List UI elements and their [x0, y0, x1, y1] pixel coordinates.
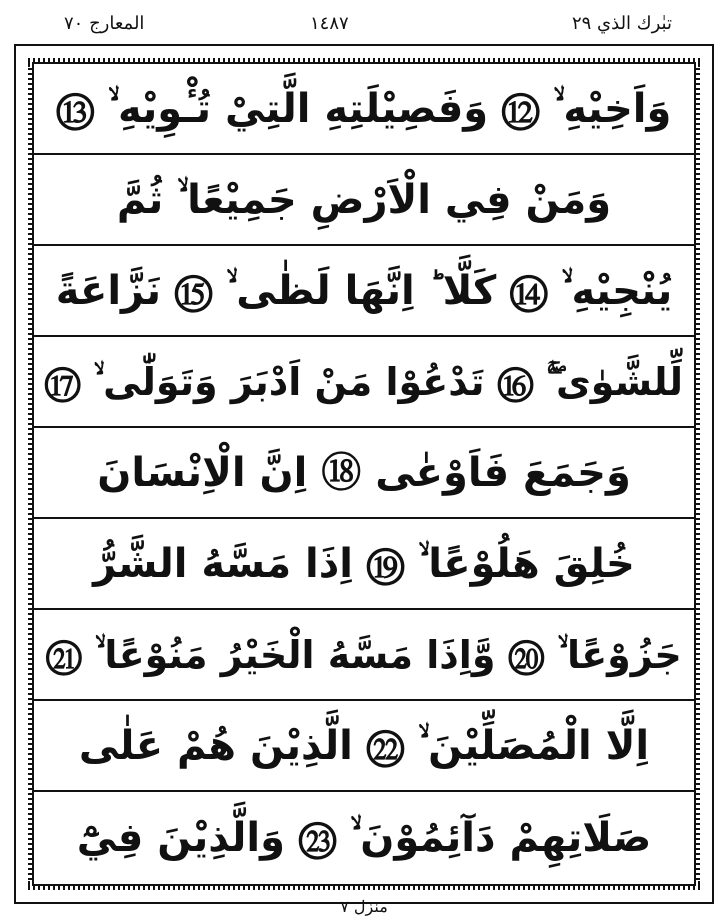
line-text: وَجَمَعَ فَاَوْعٰى ⑱ اِنَّ الْاِنْسَانَ	[97, 449, 631, 496]
text-line	[34, 155, 694, 246]
page-number: ١٤٨٧	[310, 13, 349, 34]
line-text: صَلَاتِهِمْ دَآئِمُوْنَ ۙ ㉓ وَالَّذِيْنَ فِيْٓ	[76, 814, 652, 861]
manzil-label: منزل ٧	[340, 897, 388, 916]
line-text: يُنْجِيْهِ ۙ ⑭ كَلَّا ؕ اِنَّهَا لَظٰى ۙ ⑮ نَزَّاعَةً	[55, 267, 673, 314]
line-text: خُلِقَ هَلُوْعًا ۙ ⑲ اِذَا مَسَّهُ الشَّرُّ	[93, 540, 635, 587]
page-header	[0, 10, 728, 38]
text-line	[34, 701, 694, 792]
line-text: وَمَنْ فِي الْاَرْضِ جَمِيْعًا ۙ ثُمَّ	[116, 176, 612, 223]
line-text: وَاَخِيْهِ ۙ ⑫ وَفَصِيْلَتِهِ الَّتِيْ تُـْٔوِيْهِ ۙ ⑬	[56, 85, 672, 132]
text-line	[34, 246, 694, 337]
text-block	[34, 64, 694, 884]
text-line	[34, 519, 694, 610]
text-line	[34, 792, 694, 883]
surah-name: المعارج ٧٠	[64, 13, 145, 34]
line-text: اِلَّا الْمُصَلِّيْنَ ۙ ㉒ الَّذِيْنَ هُمْ عَلٰى	[78, 722, 650, 769]
juz-name: تبٰرك الذي ٢٩	[571, 13, 672, 34]
text-line	[34, 64, 694, 155]
line-text: جَزُوْعًا ۙ ⑳ وَّاِذَا مَسَّهُ الْخَيْرُ مَنُوْعًا ۙ ㉑	[46, 632, 682, 677]
text-line	[34, 610, 694, 701]
text-line	[34, 428, 694, 519]
text-line	[34, 337, 694, 428]
line-text: لِّلشَّوٰى ۚۖ ⑯ تَدْعُوْا مَنْ اَدْبَرَ وَتَوَلّٰى ۙ ⑰	[44, 359, 684, 404]
